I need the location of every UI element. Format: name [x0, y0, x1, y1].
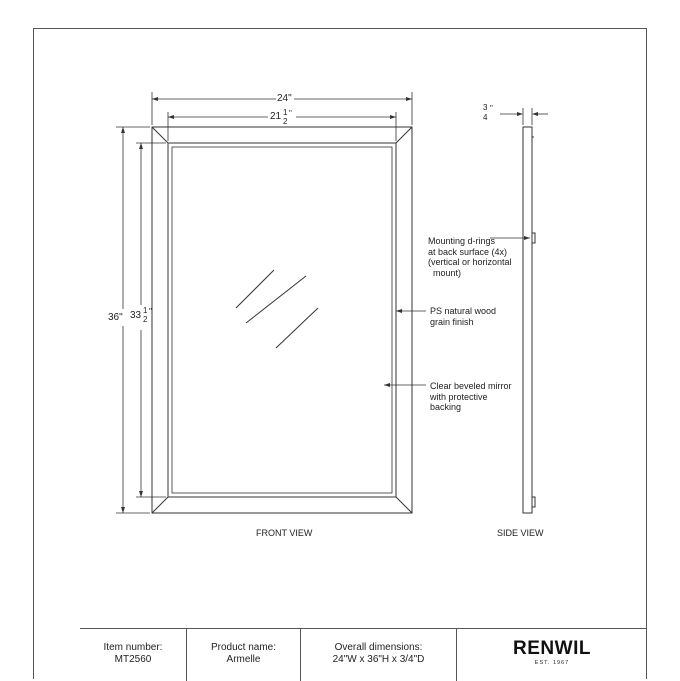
callout-line: at back surface (4x) — [428, 246, 508, 257]
callout-line: backing — [430, 402, 462, 412]
item-number-value: MT2560 — [114, 654, 152, 665]
inner-height-whole: 33 — [130, 310, 142, 321]
brand-established: EST. 1967 — [534, 660, 570, 666]
inner-height-frac-unit: " — [149, 307, 152, 316]
overall-dimensions-cell — [301, 629, 457, 681]
depth-frac-unit: " — [490, 104, 493, 113]
overall-dimensions-label: Overall dimensions: — [334, 642, 423, 653]
glass-reflection-line — [236, 270, 274, 308]
product-name-cell — [187, 629, 301, 681]
bevel-corner-br — [396, 497, 412, 513]
arrowhead — [139, 491, 143, 497]
bevel-corner-tl — [152, 127, 168, 143]
d-ring-mark — [532, 233, 535, 243]
item-number-cell — [80, 629, 187, 681]
callout-line: PS natural wood — [430, 306, 497, 316]
item-number-label: Item number: — [103, 642, 163, 653]
brand-cell — [457, 629, 647, 681]
depth-frac-num: 3 — [483, 103, 488, 112]
bevel-corner-bl — [152, 497, 168, 513]
arrowhead — [396, 309, 402, 313]
d-ring-mark — [532, 497, 535, 507]
product-name-label: Product name: — [210, 642, 277, 653]
renwil-logo: RENWIL — [513, 638, 591, 659]
arrowhead — [152, 97, 158, 101]
inner-width-frac-num: 1 — [283, 108, 288, 117]
overall-width-dimension: 24" — [277, 93, 292, 104]
inner-width-frac-den: 2 — [283, 117, 288, 126]
side-view-profile — [523, 127, 532, 513]
mirror-inner-frame — [168, 143, 396, 497]
front-view-label: FRONT VIEW — [256, 528, 313, 538]
glass-reflection-line — [276, 308, 318, 348]
glass-reflection-line — [246, 276, 306, 323]
arrowhead — [384, 383, 390, 387]
arrowhead — [168, 115, 174, 119]
arrowhead — [532, 112, 538, 116]
overall-height-dimension: 36" — [108, 312, 123, 323]
callout-line: (vertical or horizontal — [428, 257, 512, 267]
bevel-corner-tr — [396, 127, 412, 143]
callout-line: mount) — [428, 267, 462, 278]
arrowhead — [139, 143, 143, 149]
callout-line: Mounting d-rings — [428, 236, 496, 246]
arrowhead — [121, 127, 125, 133]
arrowhead — [121, 507, 125, 513]
arrowhead — [390, 115, 396, 119]
callout-mirror — [430, 381, 512, 413]
inner-width-whole: 21 — [270, 111, 282, 122]
title-block — [80, 628, 647, 681]
product-name-value: Armelle — [226, 654, 261, 665]
callout-mounting — [428, 236, 512, 278]
arrowhead — [406, 97, 412, 101]
callout-line: Clear beveled mirror — [430, 381, 512, 391]
inner-width-frac-unit: " — [289, 109, 292, 118]
callout-line: grain finish — [430, 316, 474, 327]
depth-frac-den: 4 — [483, 113, 488, 122]
callout-line: with protective — [430, 391, 488, 402]
callout-finish — [430, 306, 496, 327]
arrowhead — [524, 236, 530, 240]
overall-dimensions-value: 24"W x 36"H x 3/4"D — [332, 654, 425, 665]
arrowhead — [517, 112, 523, 116]
inner-height-frac-num: 1 — [143, 306, 148, 315]
side-view-label: SIDE VIEW — [497, 528, 544, 538]
mirror-outer-frame — [152, 127, 412, 513]
inner-height-frac-den: 2 — [143, 315, 148, 324]
mirror-glass-edge — [172, 147, 392, 493]
